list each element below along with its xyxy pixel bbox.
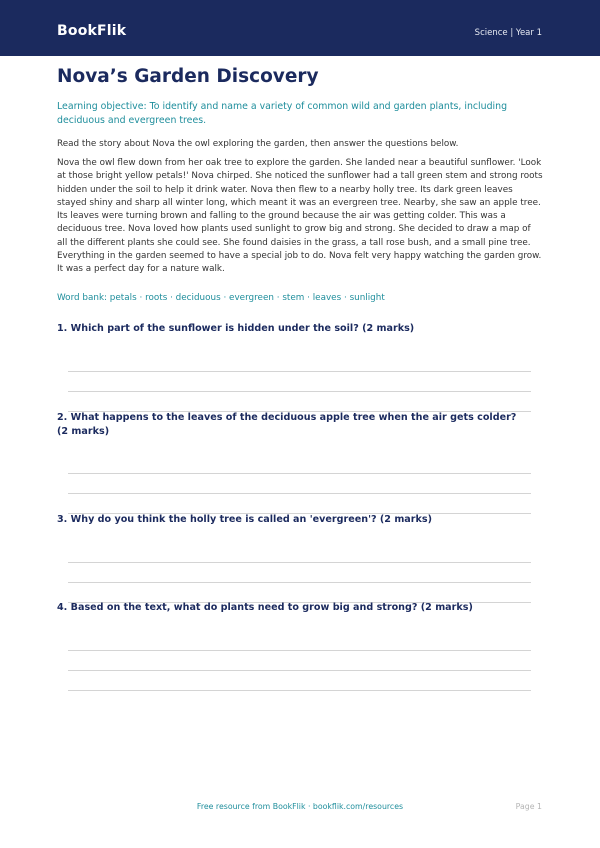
- question-1: 1. Which part of the sunflower is hidden under the soil? (2 marks): [57, 323, 415, 334]
- answer-line[interactable]: [68, 582, 531, 583]
- word-bank: Word bank: petals · roots · deciduous · evergreen · stem · leaves · sunlight: [57, 293, 385, 303]
- question-3: 3. Why do you think the holly tree is called an 'evergreen'? (2 marks): [57, 514, 432, 525]
- instructions: Read the story about Nova the owl exploring the garden, then answer the questions below.: [57, 139, 459, 149]
- page-header: [0, 0, 600, 56]
- footer-resource-link[interactable]: Free resource from BookFlik · bookflik.com/resources: [196, 802, 404, 811]
- answer-line[interactable]: [68, 690, 531, 691]
- answer-line[interactable]: [68, 650, 531, 651]
- question-2: 2. What happens to the leaves of the deciduous apple tree when the air gets colder? (2 marks): [57, 412, 517, 437]
- answer-line[interactable]: [68, 391, 531, 392]
- page-number: Page 1: [515, 802, 542, 811]
- answer-line[interactable]: [68, 473, 531, 474]
- answer-line[interactable]: [68, 493, 531, 494]
- answer-line[interactable]: [68, 562, 531, 563]
- worksheet-title: Nova’s Garden Discovery: [57, 66, 319, 87]
- story-text: Nova the owl flew down from her oak tree to explore the garden. She landed near a beautiful sunflower. 'Look at those bright yellow petals!' Nova chirped. She noticed the sunflower had a tall green stem and strong roots hidden under the soil to help it drink water. Nova then flew to a nearby holly tree. Its dark green leaves stayed shiny and sharp all winter long, which meant it was an evergreen tree. Nearby, she saw an apple tree. Its leaves were turning brown and falling to the ground because the air was getting colder. This was a deciduous tree. Nova loved how plants used sunlight to grow big and strong. She decided to draw a map of all the different plants she could see. She found daisies in the grass, a tall rose bush, and a small pine tree. Everything in the garden seemed to have a special job to do. Nova felt very happy watching the garden grow. It was a perfect day for a nature walk.: [57, 158, 543, 275]
- brand-logo-text[interactable]: BookFlik: [57, 23, 127, 39]
- question-4: 4. Based on the text, what do plants need to grow big and strong? (2 marks): [57, 602, 473, 613]
- answer-line[interactable]: [68, 371, 531, 372]
- subject-year-label: Science | Year 1: [474, 28, 542, 38]
- answer-line[interactable]: [68, 670, 531, 671]
- learning-objective: Learning objective: To identify and name a variety of common wild and garden plants, including deciduous and evergreen trees.: [57, 101, 508, 126]
